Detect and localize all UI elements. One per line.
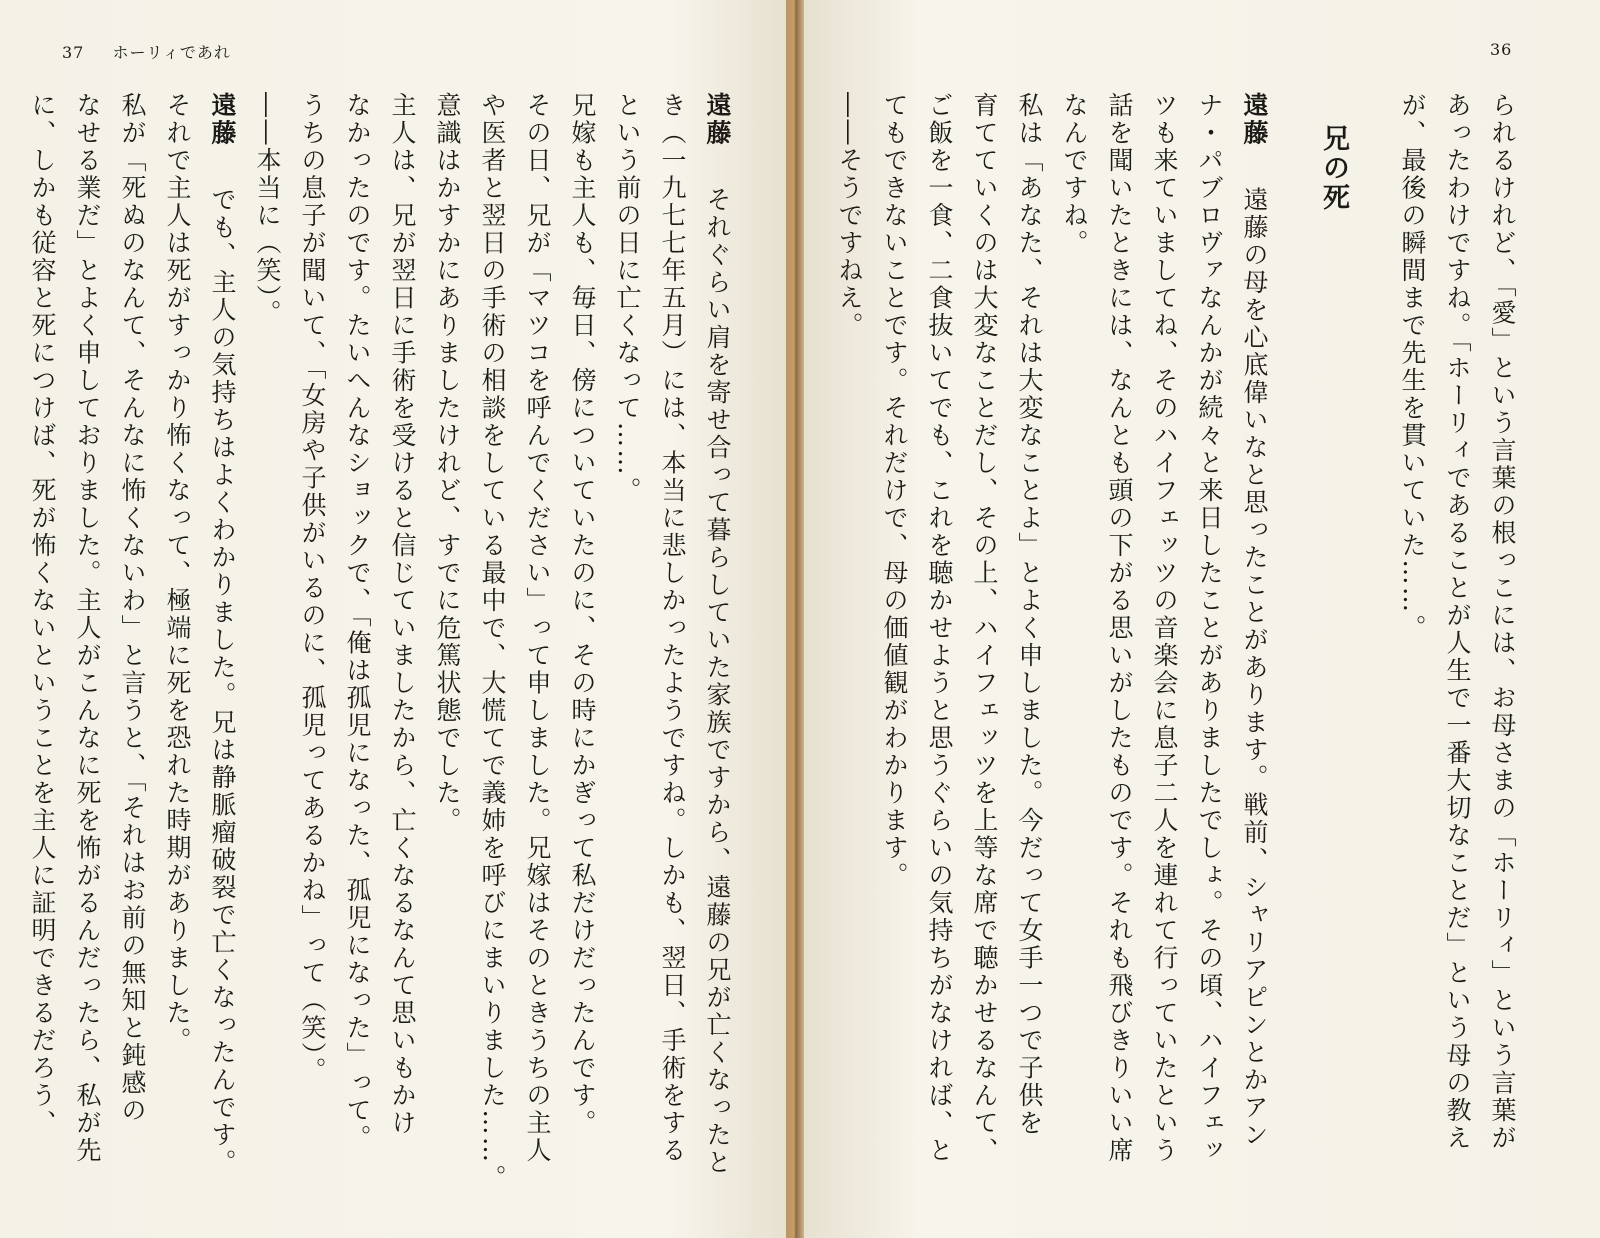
speaker-label: 遠藤 bbox=[1240, 92, 1269, 147]
text-line: なせる業だ」とよく申しておりました。主人がこんなに死を怖がるんだったら、私が先 bbox=[73, 92, 102, 1165]
text-line: てもできないことです。それだけで、母の価値観がわかります。 bbox=[880, 92, 909, 890]
right-page-text bbox=[835, 92, 1525, 1192]
text-line: に、しかも従容と死につけば、死が怖くないということを主人に証明できるだろう、 bbox=[28, 92, 57, 1137]
text-line: 話を聞いたときには、なんとも頭の下がる思いがしたものです。それも飛びきりいい席 bbox=[1105, 92, 1134, 1165]
book-gutter bbox=[786, 0, 804, 1238]
text-line: あったわけですね。「ホーリィであることが人生で一番大切なことだ」という母の教え bbox=[1443, 92, 1472, 1152]
line-text: でも、主人の気持ちはよくわかりました。兄は静脈瘤破裂で亡くなったんです。 bbox=[208, 186, 237, 1177]
text-line: られるけれど、「愛」という言葉の根っこには、お母さまの「ホーリィ」という言葉が bbox=[1488, 92, 1517, 1152]
text-line: その日、兄が「マツコを呼んでください」って申しました。兄嫁はそのときうちの主人 bbox=[523, 92, 552, 1165]
text-line: 兄嫁も主人も、毎日、傍についていたのに、その時にかぎって私だけだったんです。 bbox=[568, 92, 597, 1137]
section-title: 兄の死 bbox=[1318, 124, 1349, 213]
left-page-text bbox=[28, 92, 740, 1192]
text-line: 育てていくのは大変なことだし、その上、ハイフェッツを上等な席で聴かせるなんて、 bbox=[970, 92, 999, 1165]
text-line: うちの息子が聞いて、「女房や子供がいるのに、孤児ってあるかね」って（笑）。 bbox=[298, 92, 327, 1085]
text-line: ――本当に（笑）。 bbox=[253, 92, 282, 327]
left-page-header bbox=[62, 40, 231, 63]
text-line: ナ・パブロヴァなんかが続々と来日したことがありましたでしょ。その頃、ハイフェッ bbox=[1195, 92, 1224, 1165]
text-line: 私が「死ぬのなんて、そんなに怖くないわ」と言うと、「それはお前の無知と鈍感の bbox=[118, 92, 147, 1125]
line-text: それぐらい肩を寄せ合って暮らしていた家族ですから、遠藤の兄が亡くなったと bbox=[703, 186, 732, 1177]
text-line: 私は「あなた、それは大変なことよ」とよく申しました。今だって女手一つで子供を bbox=[1015, 92, 1044, 1137]
text-line bbox=[695, 92, 740, 1192]
running-head: ホーリィであれ bbox=[112, 43, 231, 62]
right-page-header bbox=[1490, 40, 1512, 59]
speaker-label: 遠藤 bbox=[703, 92, 732, 147]
left-page-number: 37 bbox=[62, 43, 85, 62]
right-page-number: 36 bbox=[1490, 40, 1513, 59]
text-line: それで主人は死がすっかり怖くなって、極端に死を恐れた時期がありました。 bbox=[163, 92, 192, 1055]
text-line: ご飯を一食、二食抜いてでも、これを聴かせようと思うぐらいの気持ちがなければ、と bbox=[925, 92, 954, 1165]
line-text: 遠藤の母を心底偉いなと思ったことがあります。戦前、シャリアピンとかアン bbox=[1240, 186, 1269, 1149]
text-line: なんですね。 bbox=[1060, 92, 1089, 257]
text-line: や医者と翌日の手術の相談をしている最中で、大慌てで義姉を呼びにまいりました……。 bbox=[478, 92, 507, 1192]
text-line bbox=[200, 92, 245, 1192]
speaker-label: 遠藤 bbox=[208, 92, 237, 147]
text-line: なかったのです。たいへんなショックで、「俺は孤児になった、孤児になった」って。 bbox=[343, 92, 372, 1152]
text-line: という前の日に亡くなって……。 bbox=[613, 92, 642, 505]
text-line: が、最後の瞬間まで先生を貫いていた……。 bbox=[1398, 92, 1427, 642]
text-line: き（一九七七年五月）には、本当に悲しかったようですね。しかも、翌日、手術をする bbox=[658, 92, 687, 1165]
text-line: ――そうですねえ。 bbox=[835, 92, 864, 340]
text-line bbox=[1232, 92, 1277, 1192]
text-line: ツも来ていましてね、そのハイフェッツの音楽会に息子二人を連れて行っていたという bbox=[1150, 92, 1179, 1165]
text-line: 主人は、兄が翌日に手術を受けると信じていましたから、亡くなるなんて思いもかけ bbox=[388, 92, 417, 1137]
text-line: 意識はかすかにありましたけれど、すでに危篤状態でした。 bbox=[433, 92, 462, 835]
